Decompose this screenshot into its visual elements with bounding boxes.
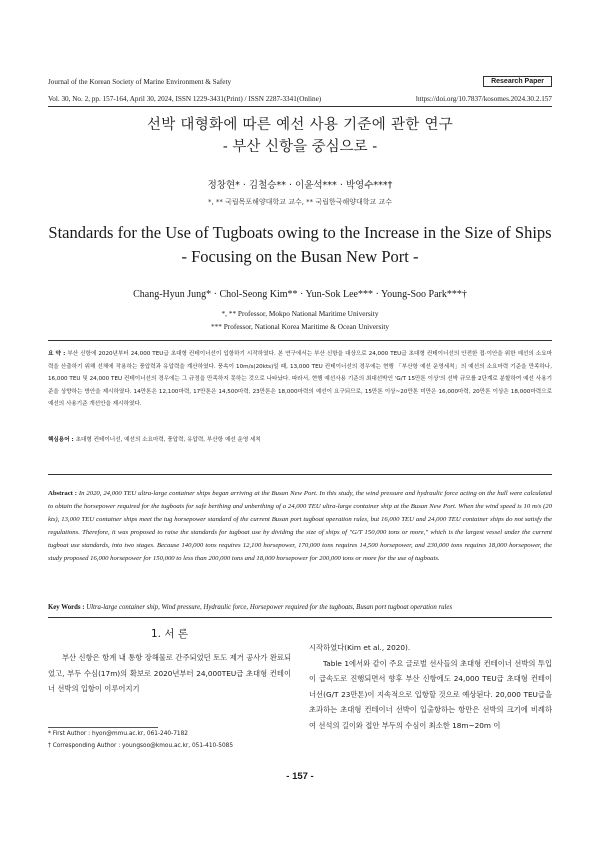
korean-abstract-bottom-rule — [48, 474, 552, 475]
korean-abstract-text: 부산 신항에 2020년부터 24,000 TEU급 초대형 컨테이너선이 입항하기 시작하였다. 본 연구에서는 부산 신항을 대상으로 24,000 TEU급 초대형 컨테이너선의 안전한 접·이안을 위한 예선의 소요마력을 산출하기 위해 선체에 작용하는 풍압력과 유압력을 계산하였다. 풍속이 10m/s(20kts)일 때, 13,000 TEU 컨테이너선의 경우에는 현행 「부산항 예선 운영세칙」의 예선의 소요마력 기준을 만족하나, 16,000 TEU 및 24,000 TEU 컨테이너선의 경우에는 그 규정을 만족하지 못하는 것으로 나타났다. 따라서, 현행 예선사용 기준의 최대선박인 'G/T 15만톤 이상'의 선박 규모를 2단계로 분할하여 예선 사용기준을 상향하는 방안을 제시하였다. 14만톤은 12,100마력, 17만톤은 14,500마력, 23만톤은 18,000마력의 예선이 요구되므로, 15만톤 이상~20만톤 미만은 16,000마력, 20만톤 이상은 18,000마력으로 예선의 사용기준 개선안을 제시하였다. — [48, 351, 552, 407]
korean-affiliations: *, ** 국립목포해양대학교 교수, ** 국립한국해양대학교 교수 — [207, 198, 393, 206]
korean-authors: 정창현* · 김철승** · 이윤석*** · 박영수***† — [207, 180, 393, 191]
korean-title-line2: - 부산 신항을 중심으로 - — [222, 139, 378, 155]
english-affiliation-2: *** Professor, National Korea Maritime & Ocean University — [210, 322, 390, 331]
korean-abstract-label: 요 약 : — [48, 351, 66, 357]
intro-right-paragraph: Table 1에서와 같이 주요 글로벌 선사들의 초대형 컨테이너 선박의 투입이 급속도로 진행되면서 향후 부산 신항에도 24,000 TEU급 초대형 컨테이너선(G/T 23만톤)이 지속적으로 입항할 것으로 예상된다. 20,000 TEU급을 초과하는 초대형 컨테이너 선박이 입출항하는 항만은 선박의 크기에 비례하여 선석의 길이와 접안 부두의 수심이 최소한 18m~20m 이 — [309, 658, 552, 730]
header-rule — [48, 106, 552, 107]
doi-link[interactable]: https://doi.org/10.7837/kosomes.2024.30.2.157 — [415, 95, 552, 103]
english-abstract-text: In 2020, 24,000 TEU ultra-large container ships began arriving at the Busan New Port. In this study, the wind pressure and hydraulic force acting on the hull were calculated to obtain the horsepower required for the tugboats for safe berthing and unberthing of a 24,000 TEU ultra-large container ship at the Busan New Port. When the wind speed is 10 m/s (20 kts), 13,000 TEU container ships meet the tug horsepower standard of the current Busan port tugboat operation rules, but 16,000 TEU and 24,000 TEU container ships do not satisfy the regulations. Therefore, it was proposed to raise the standards for tugboat use by dividing the size of ships of "G/T 150,000 tons or more," which is the largest vessel under the current tugboat use standards, into two stages. Because 140,000 tons requires 12,100 horsepower, 170,000 tons requires 14,500 horsepower, and 230,000 tons requires 18,000 horsepower, the study proposed 16,000 horsepower for 150,000 to less than 200,000 tons and 18,000 horsepower for 200,000 tons or more for the use of tugboats. — [48, 490, 553, 562]
intro-left-column: 부산 신항은 항계 내 통항 장해물로 간주되었던 토도 제거 공사가 완료되었고, 부두 수심(17m)의 확보로 2020년부터 24,000TEU급 초대형 컨테이너 선박의 입항이 이루어지기 — [48, 653, 291, 693]
footnote-corresponding-author: † Corresponding Author : youngsoo@kmou.ac.kr, 051-410-5085 — [48, 743, 234, 749]
english-title-line2: - Focusing on the Busan New Port - — [181, 247, 419, 266]
abstract-bottom-rule — [48, 617, 552, 618]
english-keywords — [48, 602, 552, 615]
korean-title-line1: 선박 대형화에 따른 예선 사용 기준에 관한 연구 — [146, 117, 454, 133]
intro-right-first-line: 시작하였다(Kim et al., 2020). — [309, 643, 411, 652]
abstract-top-rule — [48, 340, 552, 341]
research-paper-badge: Research Paper — [483, 76, 552, 87]
korean-keywords-text: 초대형 컨테이너선, 예선의 소요마력, 풍압력, 유압력, 부산항 예선 운영 세칙 — [75, 437, 261, 443]
english-title-line1: Standards for the Use of Tugboats owing to the Increase in the Size of Ships — [48, 223, 552, 242]
english-affiliation-1: *, ** Professor, Mokpo National Maritime University — [221, 309, 379, 318]
korean-keywords-label: 핵심용어 : — [48, 437, 74, 443]
english-keywords-text: Ultra-large container ship, Wind pressure, Hydraulic force, Horsepower required for the tugboats, Busan port tugboat operation rules — [86, 604, 453, 611]
english-abstract — [48, 487, 552, 565]
english-abstract-label: Abstract : — [48, 490, 78, 497]
volume-info: Vol. 30, No. 2, pp. 157-164, April 30, 2024, ISSN 1229-3431(Print) / ISSN 2287-3341(Online) — [48, 95, 322, 103]
korean-abstract — [48, 348, 552, 411]
korean-keywords — [48, 434, 552, 447]
section-title: 1. 서 론 — [151, 628, 188, 640]
intro-right-column — [309, 640, 552, 733]
footnote-first-author: * First Author : hyon@mmu.ac.kr, 061-240-7182 — [48, 731, 188, 737]
footnote-rule — [48, 727, 158, 728]
english-keywords-label: Key Words : — [48, 604, 85, 611]
english-authors: Chang-Hyun Jung* · Chol-Seong Kim** · Yun-Sok Lee*** · Young-Soo Park***† — [133, 289, 467, 300]
journal-name: Journal of the Korean Society of Marine Environment & Safety — [48, 78, 232, 86]
page-number: - 157 - — [286, 771, 314, 782]
